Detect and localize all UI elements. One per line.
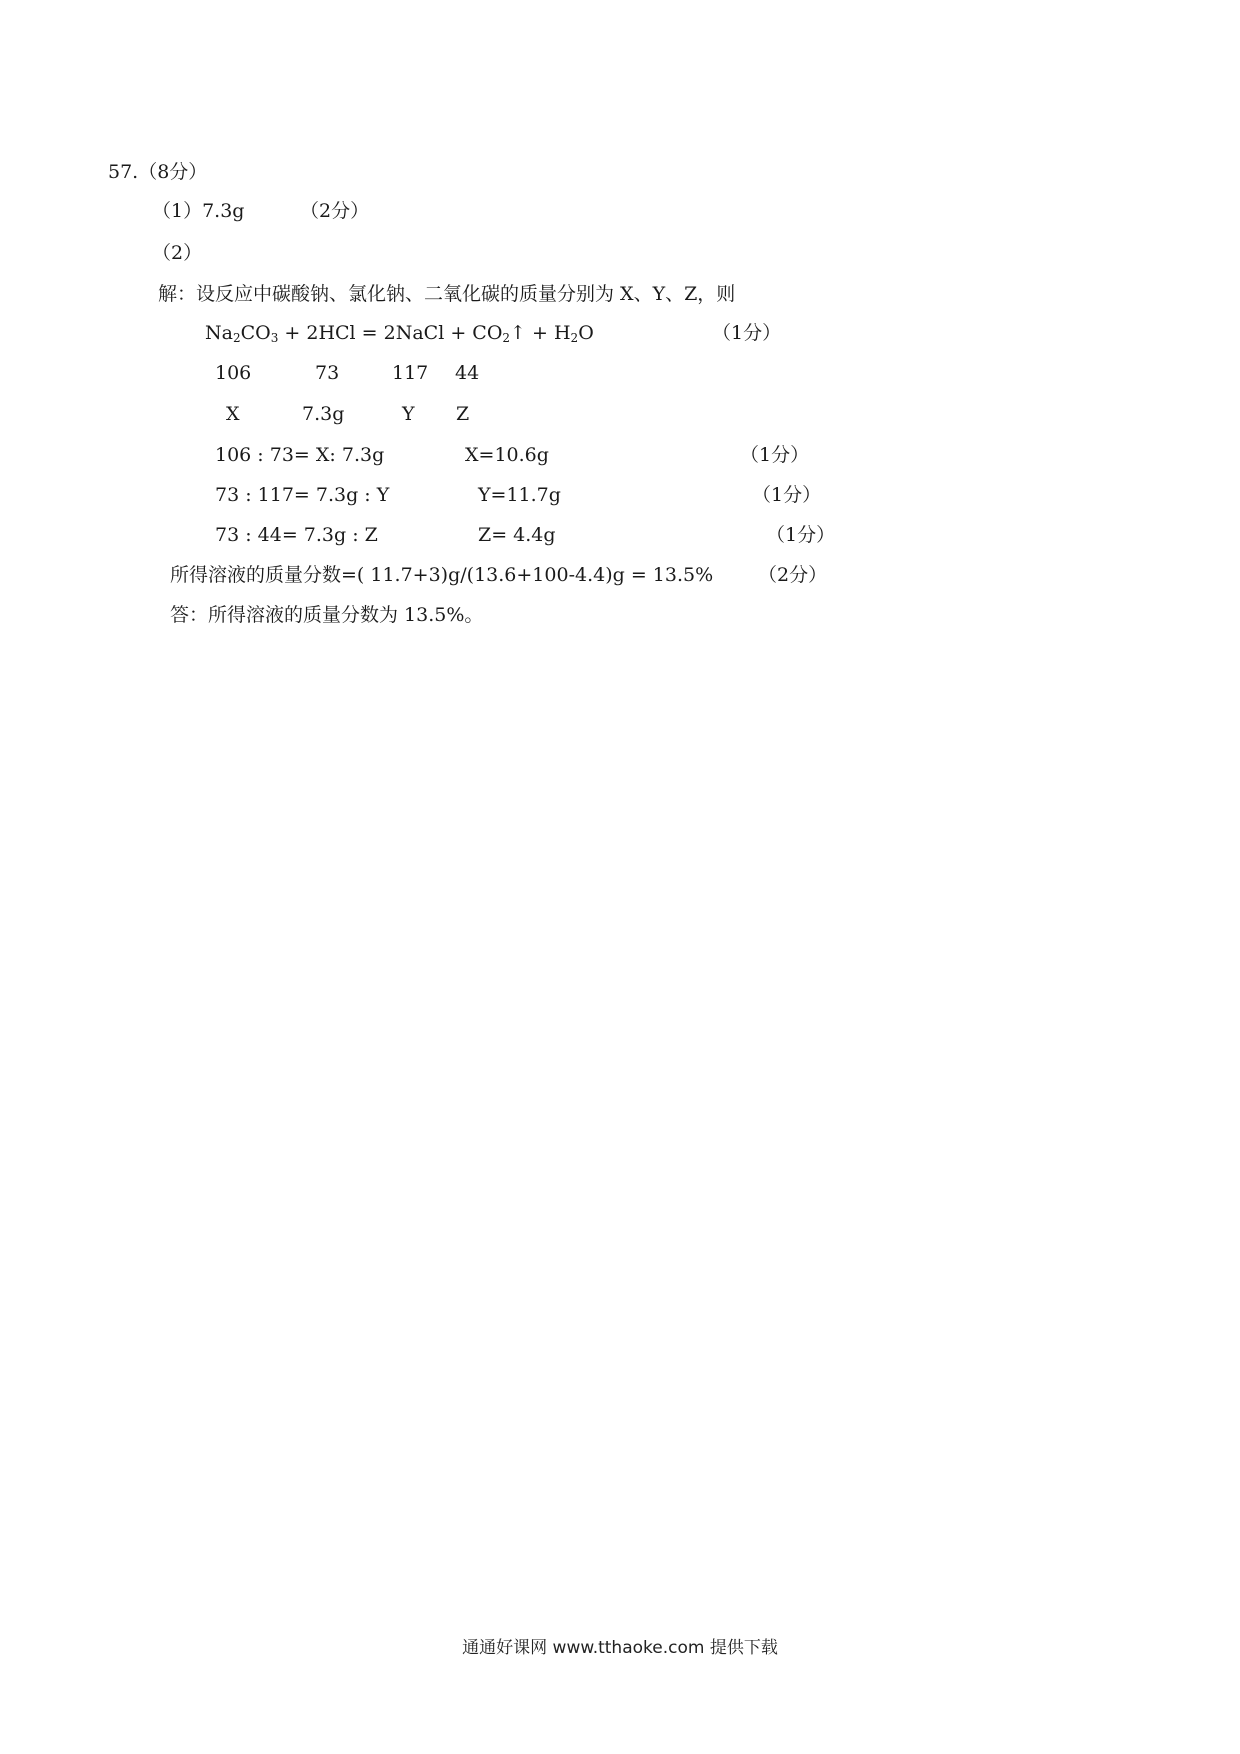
ratio-score: （1分） bbox=[740, 444, 810, 466]
mass-hcl: 73 bbox=[315, 362, 340, 384]
ratio-result: Z= 4.4g bbox=[478, 524, 556, 546]
var-y: Y bbox=[402, 403, 415, 425]
solution-intro: 解：设反应中碳酸钠、氯化钠、二氧化碳的质量分别为 X、Y、Z，则 bbox=[158, 283, 736, 305]
equation-na: Na bbox=[205, 322, 233, 344]
equation-middle: + 2HCl = 2NaCl + CO bbox=[278, 322, 503, 344]
mass-nacl: 117 bbox=[392, 362, 429, 384]
ratio-score: （1分） bbox=[752, 484, 822, 506]
part1-score: （2分） bbox=[300, 200, 370, 222]
ratio-result: Y=11.7g bbox=[478, 484, 561, 506]
mass-co2: 44 bbox=[455, 362, 480, 384]
equation-arrow-h: ↑ + H bbox=[510, 322, 571, 344]
mass-na2co3: 106 bbox=[215, 362, 252, 384]
ratio-result: X=10.6g bbox=[465, 444, 549, 466]
ratio-expression: 73 : 117= 7.3g : Y bbox=[215, 484, 390, 506]
mass-fraction-score: （2分） bbox=[758, 564, 828, 586]
equation-co2-subscript: 2 bbox=[502, 331, 511, 345]
footer-source: 通通好课网 www.tthaoke.com 提供下载 bbox=[462, 1638, 778, 1658]
var-z: Z bbox=[456, 403, 470, 425]
var-x: X bbox=[226, 403, 240, 425]
ratio-score: （1分） bbox=[766, 524, 836, 546]
ratio-expression: 106 : 73= X: 7.3g bbox=[215, 444, 385, 466]
mass-fraction-calculation: 所得溶液的质量分数=( 11.7+3)g/(13.6+100-4.4)g = 13.5% bbox=[170, 564, 714, 586]
ratio-expression: 73 : 44= 7.3g : Z bbox=[215, 524, 378, 546]
final-answer: 答：所得溶液的质量分数为 13.5%。 bbox=[170, 604, 484, 626]
chemical-equation bbox=[205, 324, 594, 343]
var-hcl-mass: 7.3g bbox=[302, 403, 345, 425]
equation-o: O bbox=[578, 322, 594, 344]
equation-na-subscript: 2 bbox=[232, 331, 241, 345]
equation-co3-subscript: 3 bbox=[270, 331, 279, 345]
equation-co: CO bbox=[240, 322, 271, 344]
equation-h2o-subscript: 2 bbox=[570, 331, 579, 345]
question-heading: 57.（8分） bbox=[108, 161, 208, 183]
part2-label: （2） bbox=[152, 242, 203, 264]
equation-score: （1分） bbox=[712, 322, 782, 344]
part1-answer: （1）7.3g bbox=[152, 200, 245, 222]
